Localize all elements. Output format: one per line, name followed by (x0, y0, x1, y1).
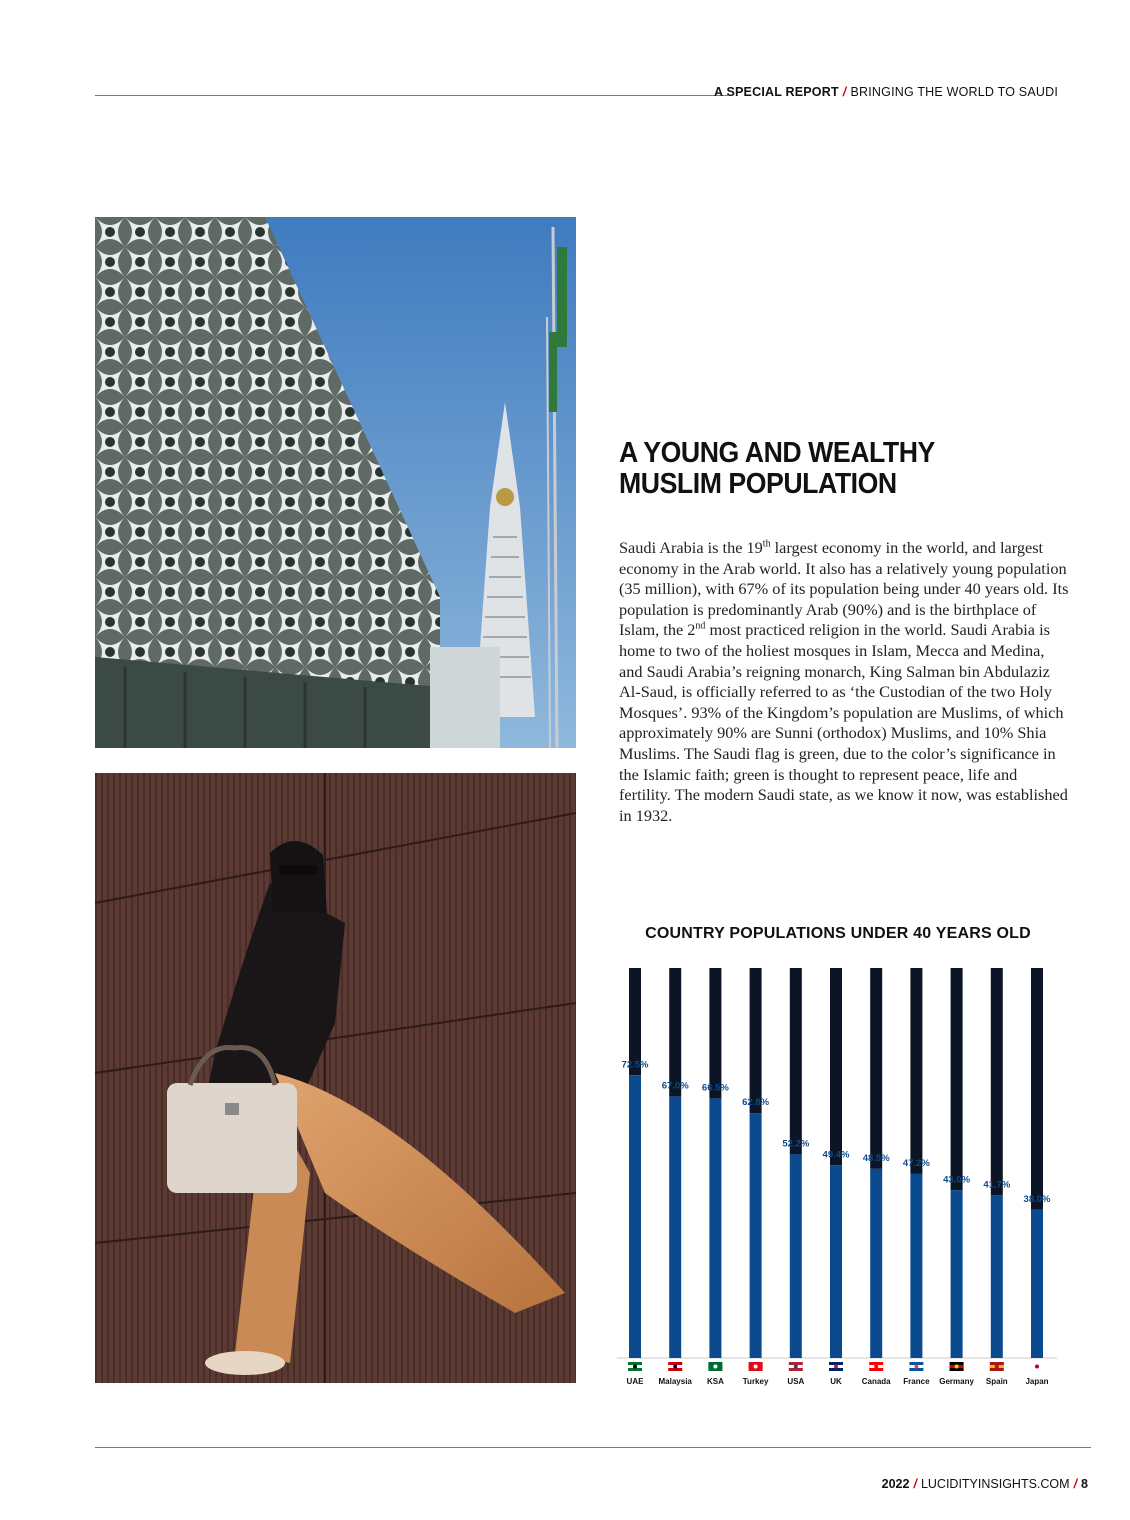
bar-under-40 (629, 1075, 641, 1358)
data-label: 66.5% (701, 1082, 729, 1094)
category-label: France (903, 1377, 930, 1386)
category-label: Japan (1025, 1377, 1049, 1386)
bar-under-40 (1031, 1210, 1043, 1358)
bar-under-40 (830, 1165, 842, 1358)
report-subtitle: BRINGING THE WORLD TO SAUDI (850, 85, 1058, 99)
data-label: 43.0% (943, 1174, 971, 1186)
category-label: Malaysia (658, 1377, 692, 1386)
page-footer (882, 1477, 1088, 1491)
category-label: Spain (985, 1377, 1008, 1386)
report-label: A SPECIAL REPORT (714, 85, 839, 99)
bar-remainder (750, 968, 762, 1113)
category-label: Germany (939, 1377, 974, 1386)
data-label: 72.5% (621, 1059, 649, 1071)
bar-remainder (830, 968, 842, 1165)
header-rule (95, 95, 728, 96)
bar-remainder (870, 968, 882, 1169)
article-headline: A YOUNG AND WEALTHY MUSLIM POPULATION (619, 437, 935, 500)
running-header (714, 85, 1058, 99)
bar-under-40 (669, 1097, 681, 1358)
flag-emblem (713, 1365, 717, 1369)
flag-emblem (1035, 1365, 1039, 1369)
slash-icon: / (913, 1477, 917, 1491)
category-label: Turkey (742, 1377, 769, 1386)
article-body: Saudi Arabia is the 19th largest economy in the world, and largest economy in the Arab world. It also has a relatively young population (35 million), with 67% of its population being under 40 years old. Its population is predominantly Arab (90%) and is the birthplace of Islam, the 2nd most practiced religion in the world. Saudi Arabia is home to two of the holiest mosques in Islam, Mecca and Medina, and Saudi Arabia’s reigning monarch, King Salman bin Abdulaziz Al-Saud, is officially referred to as ‘the Custodian of the two Holy Mosques’. 93% of the Kingdom’s population are Muslims, of which approximately 90% are Sunni (orthodox) Muslims, and 10% Shia Muslims. The Saudi flag is green, due to the color’s significance in the Islamic faith; green is thought to represent peace, life and fertility. The modern Saudi state, as we know it now, was established in 1932. (619, 538, 1069, 825)
fashion-photo (95, 773, 576, 1383)
category-label: UK (830, 1377, 842, 1386)
data-label: 49.4% (822, 1149, 850, 1161)
flag-emblem (754, 1365, 758, 1369)
data-label: 38.0% (1023, 1193, 1051, 1205)
chart-title: COUNTRY POPULATIONS UNDER 40 YEARS OLD (645, 925, 1031, 942)
population-bar-chart (612, 960, 1072, 1400)
architecture-photo (95, 217, 576, 748)
bar-remainder (709, 968, 721, 1099)
bar-under-40 (991, 1195, 1003, 1358)
data-label: 67.0% (661, 1080, 689, 1092)
bar-remainder (910, 968, 922, 1174)
bar-remainder (669, 968, 681, 1097)
footer-site: LUCIDITYINSIGHTS.COM (920, 1477, 1070, 1491)
bar-remainder (790, 968, 802, 1154)
bar-under-40 (951, 1190, 963, 1358)
flag-emblem (834, 1365, 838, 1369)
slash-icon: / (1073, 1477, 1078, 1491)
category-label: USA (787, 1377, 805, 1386)
footer-year: 2022 (881, 1477, 910, 1491)
bar-under-40 (910, 1174, 922, 1358)
flag-emblem (955, 1365, 959, 1369)
category-label: UAE (626, 1377, 644, 1386)
category-label: KSA (706, 1377, 724, 1386)
flag-emblem (633, 1365, 637, 1369)
flag-emblem (995, 1365, 999, 1369)
slash-icon: / (842, 85, 847, 99)
bar-remainder (951, 968, 963, 1190)
data-label: 47.2% (902, 1157, 930, 1169)
bar-remainder (991, 968, 1003, 1195)
flag-emblem (914, 1365, 918, 1369)
flag-emblem (794, 1365, 798, 1369)
data-label: 48.5% (862, 1152, 890, 1164)
bar-under-40 (790, 1154, 802, 1358)
data-label: 41.7% (983, 1179, 1011, 1191)
bar-under-40 (750, 1113, 762, 1358)
flag-emblem (874, 1365, 878, 1369)
page-number: 8 (1081, 1477, 1088, 1491)
data-label: 52.2% (782, 1138, 810, 1150)
bar-remainder (1031, 968, 1043, 1210)
category-label: Canada (861, 1377, 891, 1386)
flag-emblem (673, 1365, 677, 1369)
bar-under-40 (870, 1169, 882, 1358)
bar-under-40 (709, 1099, 721, 1358)
footer-rule (95, 1447, 1091, 1448)
data-label: 62.8% (742, 1097, 770, 1109)
